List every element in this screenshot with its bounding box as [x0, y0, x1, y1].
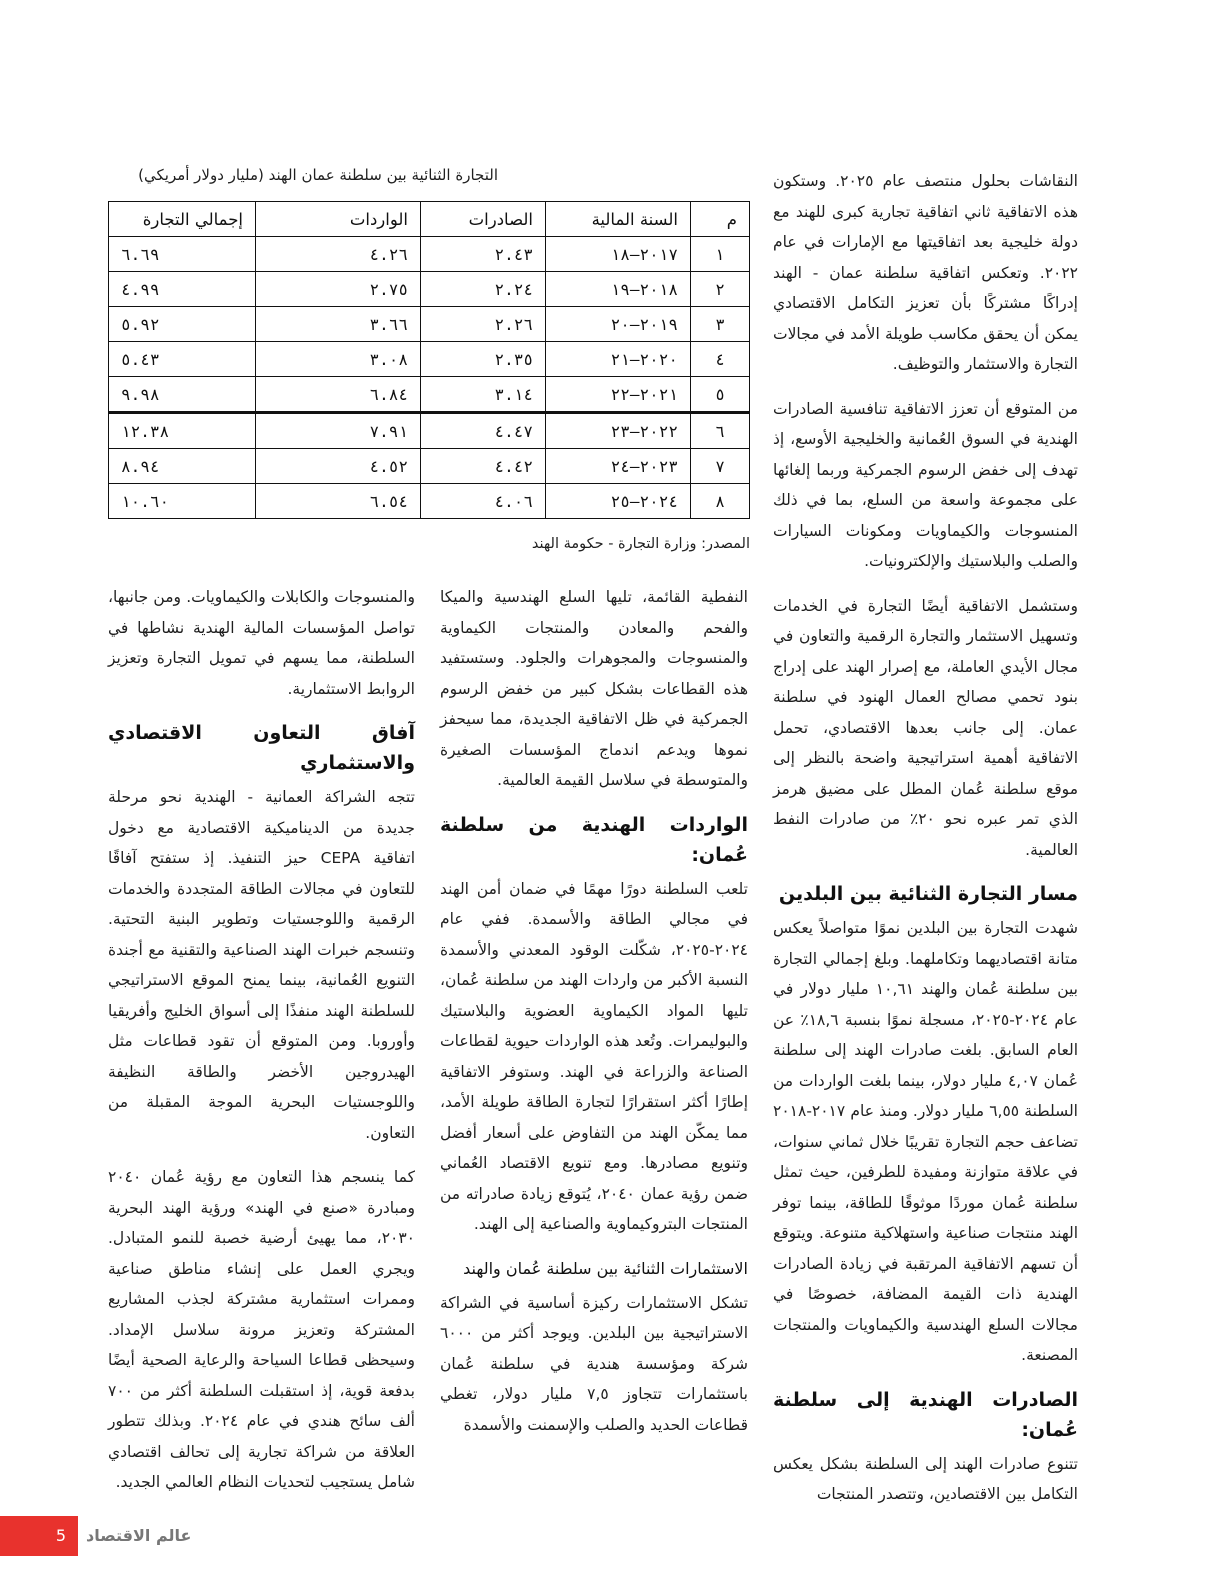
paragraph: تلعب السلطنة دورًا مهمًا في ضمان أمن الهند في مجالي الطاقة والأسمدة. ففي عام ٢٠٢٤-٢٠٢٥، شكّلت الوقود المعدني والأسمدة النسبة الأكبر من واردات الهند من سلطنة عُمان، تليها المواد الكيماوية العضوية والبلاستيك والبوليمرات. وتُعد هذه الواردات حيوية لقطاعات الصناعة والزراعة في الهند. وستوفر الاتفاقية إطارًا أكثر استقرارًا لتجارة الطاقة طويلة الأمد، مما يمكّن الهند من التفاوض على أسعار أفضل وتنويع مصادرها. ومع تنويع الاقتصاد العُماني ضمن رؤية عمان ٢٠٤٠، يُتوقع زيادة صادراته من المنتجات البتروكيماوية والصناعية إلى الهند.	[440, 879, 748, 1233]
row-imports: ٧.٩١	[256, 413, 421, 449]
header-exports: الصادرات	[421, 202, 546, 237]
header-imports: الواردات	[256, 202, 421, 237]
paragraph: النفطية القائمة، تليها السلع الهندسية والميكا والفحم والمعادن والمنتجات الكيماوية والمنسوجات والمجوهرات والجلود. وستستفيد هذه القطاعات بشكل كبير من خفض الرسوم الجمركية في ظل الاتفاقية الجديدة، مما سيحفز نموها ويدعم اندماج المؤسسات الصغيرة والمتوسطة في سلاسل القيمة العالمية.	[440, 588, 748, 789]
row-fiscal-year: ٢٠٢١–٢٢	[546, 377, 691, 413]
row-total-trade: ٦.٦٩	[109, 237, 256, 272]
row-exports: ٢.٣٥	[421, 342, 546, 377]
row-fiscal-year: ٢٠٢٤–٢٥	[546, 484, 691, 519]
trade-table	[108, 201, 750, 519]
row-exports: ٤.٤٢	[421, 449, 546, 484]
row-index: ١	[691, 237, 750, 272]
row-fiscal-year: ٢٠٢٣–٢٤	[546, 449, 691, 484]
row-imports: ٣.٦٦	[256, 307, 421, 342]
row-imports: ٤.٢٦	[256, 237, 421, 272]
section-heading: الواردات الهندية من سلطنة عُمان:	[440, 813, 748, 866]
page-number: 5	[0, 1516, 78, 1556]
paragraph: النقاشات بحلول منتصف عام ٢٠٢٥. وستكون هذه الاتفاقية ثاني اتفاقية تجارية كبرى للهند مع دولة خليجية بعد اتفاقيتها مع الإمارات في عام ٢٠٢٢. وتعكس اتفاقية سلطنة عمان - الهند إدراكًا مشتركًا بأن تعزيز التكامل الاقتصادي يمكن أن يحقق مكاسب طويلة الأمد في مجالات التجارة والاستثمار والتوظيف.	[773, 172, 1078, 373]
row-fiscal-year: ٢٠١٩–٢٠	[546, 307, 691, 342]
table-row	[109, 377, 750, 413]
article-column-right	[773, 166, 1078, 1524]
paragraph: تتنوع صادرات الهند إلى السلطنة بشكل يعكس التكامل بين الاقتصادين، وتتصدر المنتجات	[773, 1454, 1078, 1503]
paragraph: وستشمل الاتفاقية أيضًا التجارة في الخدمات وتسهيل الاستثمار والتجارة الرقمية والتعاون في مجال الأيدي العاملة، مع إصرار الهند على إدراج بنود تحمي مصالح العمال الهنود في سلطنة عمان. إلى جانب بعدها الاقتصادي، تحمل الاتفاقية أهمية استراتيجية واضحة بالنظر إلى موقع سلطنة عُمان المطل على مضيق هرمز الذي تمر عبره نحو ٢٠٪ من صادرات النفط العالمية.	[773, 596, 1078, 859]
table-row	[109, 413, 750, 449]
paragraph: من المتوقع أن تعزز الاتفاقية تنافسية الصادرات الهندية في السوق العُمانية والخليجية الأوسع، إذ تهدف إلى خفض الرسوم الجمركية وربما إلغائها على مجموعة واسعة من السلع، بما في ذلك المنسوجات والكيماويات ومكونات السيارات والصلب والبلاستيك والإلكترونيات.	[773, 399, 1078, 570]
row-fiscal-year: ٢٠١٨–١٩	[546, 272, 691, 307]
row-index: ٣	[691, 307, 750, 342]
row-fiscal-year: ٢٠٢٢–٢٣	[546, 413, 691, 449]
row-imports: ٢.٧٥	[256, 272, 421, 307]
row-index: ٨	[691, 484, 750, 519]
section-heading: آفاق التعاون الاقتصادي والاستثماري	[108, 722, 415, 774]
section-heading: مسار التجارة الثنائية بين البلدين	[778, 883, 1078, 905]
table-row	[109, 484, 750, 519]
section-subheading: الاستثمارات الثنائية بين سلطنة عُمان والهند	[463, 1258, 748, 1278]
row-index: ٦	[691, 413, 750, 449]
row-index: ٥	[691, 377, 750, 413]
row-imports: ٦.٨٤	[256, 377, 421, 413]
table-row	[109, 272, 750, 307]
paragraph: تتجه الشراكة العمانية - الهندية نحو مرحلة جديدة من الديناميكية الاقتصادية مع دخول اتفاقية CEPA حيز التنفيذ. إذ ستفتح آفاقًا للتعاون في مجالات الطاقة المتجددة والخدمات الرقمية واللوجستيات وتطوير البنية التحتية. وتنسجم خبرات الهند الصناعية والتقنية مع أجندة التنويع العُمانية، بينما يمنح الموقع الاستراتيجي للسلطنة الهند منفذًا إلى أسواق الخليج وأفريقيا وأوروبا. ومن المتوقع أن تقود قطاعات مثل الهيدروجين الأخضر والطاقة النظيفة واللوجستيات البحرية الموجة المقبلة من التعاون.	[108, 788, 415, 1142]
paragraph: شهدت التجارة بين البلدين نموًا متواصلاً يعكس متانة اقتصاديهما وتكاملهما. وبلغ إجمالي التجارة بين سلطنة عُمان والهند ١٠,٦١ مليار دولار في عام ٢٠٢٤-٢٠٢٥، مسجلة نموًا بنسبة ١٨,٦٪ عن العام السابق. بلغت صادرات الهند إلى سلطنة عُمان ٤,٠٧ مليار دولار، بينما بلغت الواردات من السلطنة ٦,٥٥ مليار دولار. ومنذ عام ٢٠١٧-٢٠١٨ تضاعف حجم التجارة تقريبًا خلال ثماني سنوات، في علاقة متوازنة ومفيدة للطرفين، حيث تمثل سلطنة عُمان موردًا موثوقًا للطاقة، بينما توفر الهند منتجات صناعية واستهلاكية متنوعة. ويتوقع أن تسهم الاتفاقية المرتقبة في زيادة الصادرات الهندية ذات القيمة المضافة، خصوصًا في مجالات السلع الهندسية والكيماويات والمنتجات المصنعة.	[773, 919, 1078, 1364]
row-total-trade: ٥.٤٣	[109, 342, 256, 377]
row-total-trade: ١٢.٣٨	[109, 413, 256, 449]
table-row	[109, 307, 750, 342]
row-imports: ٣.٠٨	[256, 342, 421, 377]
paragraph: كما ينسجم هذا التعاون مع رؤية عُمان ٢٠٤٠ ومبادرة «صنع في الهند» ورؤية الهند البحرية ٢٠٣٠، مما يهيئ أرضية خصبة للنمو المتبادل. ويجري العمل على إنشاء مناطق صناعية وممرات استثمارية مشتركة لجذب المشاريع المشتركة وتعزيز مرونة سلاسل الإمداد. وسيحظى قطاعا السياحة والرعاية الصحية أيضًا بدفعة قوية، إذ استقبلت السلطنة أكثر من ٧٠٠ ألف سائح هندي في عام ٢٠٢٤. وبذلك تتطور العلاقة من شراكة تجارية إلى تحالف اقتصادي شامل يستجيب لتحديات النظام العالمي الجديد.	[108, 1168, 415, 1491]
row-total-trade: ٥.٩٢	[109, 307, 256, 342]
row-fiscal-year: ٢٠٢٠–٢١	[546, 342, 691, 377]
row-imports: ٦.٥٤	[256, 484, 421, 519]
magazine-name: عالم الاقتصاد	[86, 1526, 192, 1545]
table-source: المصدر: وزارة التجارة - حكومة الهند	[531, 536, 750, 552]
page-footer	[0, 1516, 400, 1556]
table-header-row	[109, 202, 750, 237]
row-index: ٧	[691, 449, 750, 484]
header-fiscal-year: السنة المالية	[546, 202, 691, 237]
article-column-middle	[440, 582, 748, 1454]
table-row	[109, 449, 750, 484]
header-total-trade: إجمالي التجارة	[109, 202, 256, 237]
row-exports: ٢.٢٤	[421, 272, 546, 307]
paragraph: تشكل الاستثمارات ركيزة أساسية في الشراكة الاستراتيجية بين البلدين. ويوجد أكثر من ٦٠٠٠ شركة ومؤسسة هندية في سلطنة عُمان باستثمارات تتجاوز ٧,٥ مليار دولار، تغطي قطاعات الحديد والصلب والإسمنت والأسمدة	[440, 1293, 748, 1434]
row-total-trade: ٩.٩٨	[109, 377, 256, 413]
row-imports: ٤.٥٢	[256, 449, 421, 484]
row-total-trade: ٤.٩٩	[109, 272, 256, 307]
table-row	[109, 342, 750, 377]
row-exports: ٤.٤٧	[421, 413, 546, 449]
row-total-trade: ١٠.٦٠	[109, 484, 256, 519]
paragraph: والمنسوجات والكابلات والكيماويات. ومن جانبها، تواصل المؤسسات المالية الهندية نشاطها في السلطنة، مما يسهم في تمويل التجارة وتعزيز الروابط الاستثمارية.	[108, 588, 415, 698]
article-column-left	[108, 582, 415, 1512]
row-exports: ٣.١٤	[421, 377, 546, 413]
header-index: م	[691, 202, 750, 237]
row-exports: ٢.٢٦	[421, 307, 546, 342]
row-index: ٢	[691, 272, 750, 307]
row-exports: ٤.٠٦	[421, 484, 546, 519]
table-row	[109, 237, 750, 272]
row-index: ٤	[691, 342, 750, 377]
row-total-trade: ٨.٩٤	[109, 449, 256, 484]
section-heading: الصادرات الهندية إلى سلطنة عُمان:	[773, 1388, 1078, 1441]
row-fiscal-year: ٢٠١٧–١٨	[546, 237, 691, 272]
row-exports: ٢.٤٣	[421, 237, 546, 272]
table-caption: التجارة الثنائية بين سلطنة عمان الهند (مليار دولار أمريكي)	[138, 166, 498, 184]
